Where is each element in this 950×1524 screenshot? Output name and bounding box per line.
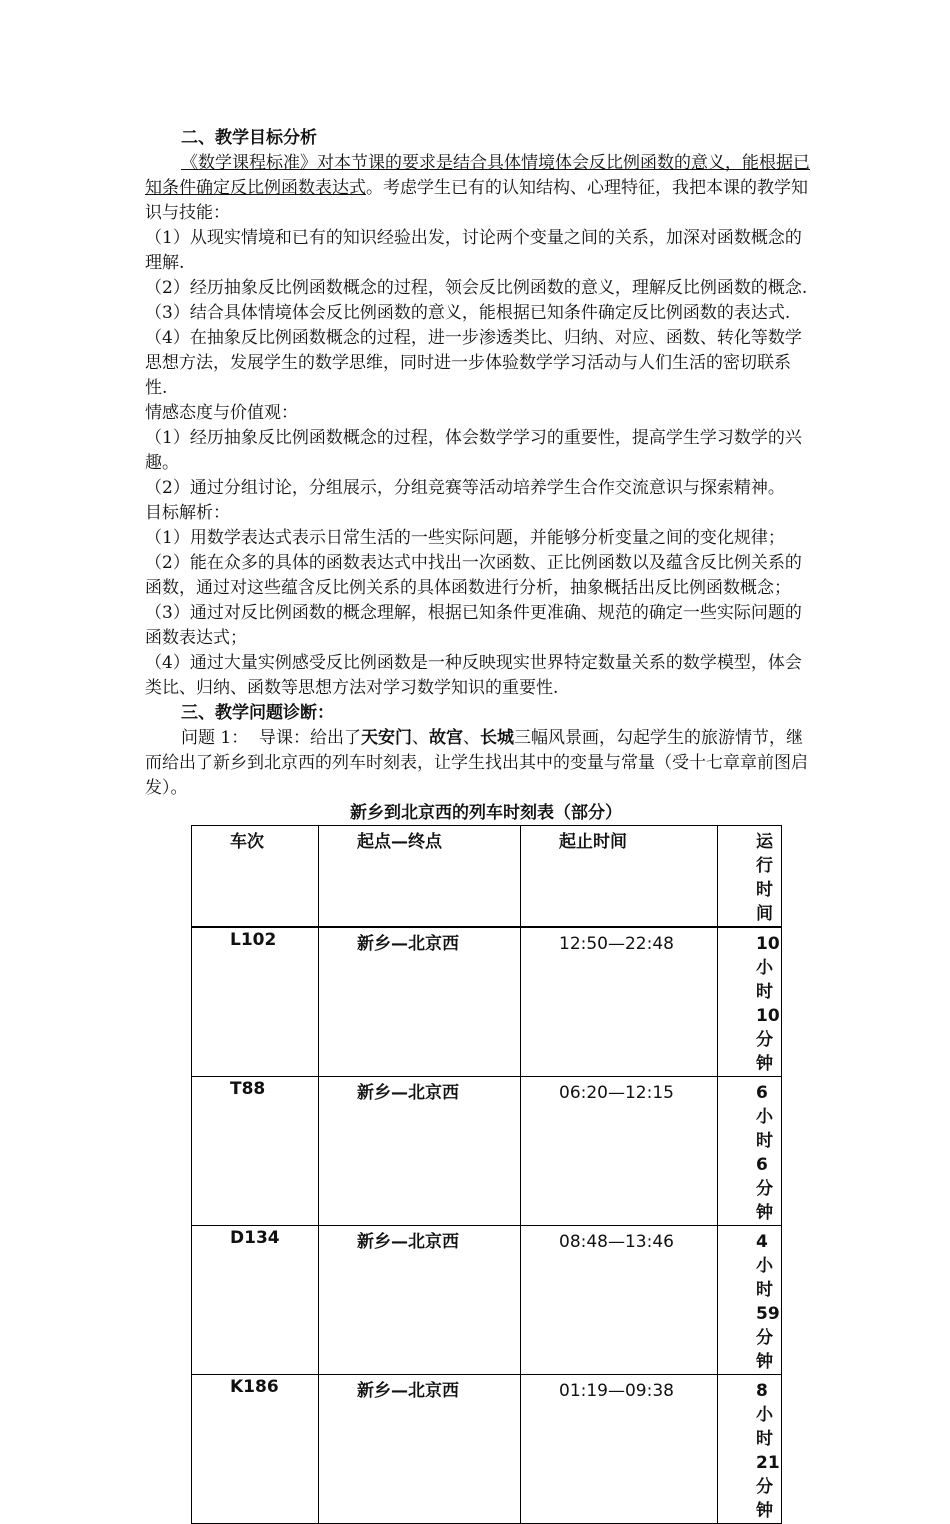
analysis-item: （1）用数学表达式表示日常生活的一些实际问题，并能够分析变量之间的变化规律；	[145, 528, 785, 548]
table-row	[192, 1077, 782, 1226]
document-body	[145, 126, 813, 1524]
scene-forbidden-city: 故宫	[429, 728, 464, 748]
scene-tiananmen: 天安门	[361, 728, 413, 748]
times-text: 01:19—09:38	[559, 1381, 674, 1401]
route-cell: 新乡—北京西	[319, 1077, 521, 1226]
separator: 、	[463, 728, 481, 748]
times-cell	[521, 927, 718, 1077]
table-header-row	[192, 826, 782, 928]
header-times: 起止时间	[521, 826, 718, 928]
train-number	[192, 1375, 319, 1524]
knowledge-item: （4）在抽象反比例函数概念的过程，进一步渗透类比、归纳、对应、函数、转化等数学思想方法，发展学生的数学思维，同时进一步体验数学学习活动与人们生活的密切联系性.	[145, 328, 802, 398]
knowledge-item: （3）结合具体情境体会反比例函数的意义，能根据已知条件确定反比例函数的表达式.	[145, 303, 791, 323]
emotion-item: （2）通过分组讨论，分组展示，分组竞赛等活动培养学生合作交流意识与探索精神。	[145, 478, 785, 498]
table-row	[192, 1226, 782, 1375]
train-number-text: T88	[230, 1079, 266, 1099]
train-number-text: L102	[230, 930, 277, 950]
duration-cell: 10 小时 10 分钟	[718, 927, 782, 1077]
train-number	[192, 1226, 319, 1375]
train-number-text: K186	[230, 1377, 279, 1397]
knowledge-item: （2）经历抽象反比例函数概念的过程，领会反比例函数的意义，理解反比例函数的概念.	[145, 278, 808, 298]
scene-great-wall: 长城	[480, 728, 515, 748]
duration-cell: 6 小时 6 分钟	[718, 1077, 782, 1226]
times-cell	[521, 1375, 718, 1524]
train-number	[192, 927, 319, 1077]
train-number	[192, 1077, 319, 1226]
times-text: 08:48—13:46	[559, 1232, 674, 1252]
route-cell: 新乡—北京西	[319, 927, 521, 1077]
emotion-item: （1）经历抽象反比例函数概念的过程，体会数学学习的重要性，提高学生学习数学的兴趣。	[145, 428, 802, 473]
section-heading-diagnosis: 三、教学问题诊断：	[181, 703, 334, 723]
problem-label: 问题 1：	[181, 728, 249, 748]
table-row	[192, 927, 782, 1077]
separator: 、	[412, 728, 430, 748]
train-number-text: D134	[230, 1228, 280, 1248]
problem-intro: 导课：给出了	[259, 728, 362, 748]
analysis-item: （2）能在众多的具体的函数表达式中找出一次函数、正比例函数以及蕴含反比例关系的函数，通过对这些蕴含反比例关系的具体函数进行分析，抽象概括出反比例函数概念；	[145, 553, 802, 598]
curriculum-standard-quote: 《数学课程标准》对本节课的要求是结合具体情境体会反比例函数的意义，能根据已知条件确定反比例函数表达式	[145, 153, 810, 198]
problem-1	[145, 726, 813, 801]
knowledge-item: （1）从现实情境和已有的知识经验出发，讨论两个变量之间的关系，加深对函数概念的理解.	[145, 228, 802, 273]
table-row	[192, 1375, 782, 1524]
problem-rest: 三幅风景画，勾起学生的旅游情节，继而给出了新乡到北京西的列车时刻表，让学生找出其中的变量与常量（受十七章章前图启发）。	[145, 728, 808, 798]
duration-cell: 8 小时 21 分钟	[718, 1375, 782, 1524]
times-cell	[521, 1077, 718, 1226]
times-text: 12:50—22:48	[559, 934, 674, 954]
times-text: 06:20—12:15	[559, 1083, 674, 1103]
times-cell	[521, 1226, 718, 1375]
header-route: 起点—终点	[319, 826, 521, 928]
section-heading-objectives: 二、教学目标分析	[181, 128, 317, 148]
timetable-caption: 新乡到北京西的列车时刻表（部分）	[350, 803, 622, 823]
duration-cell: 4 小时 59 分钟	[718, 1226, 782, 1375]
emotion-title: 情感态度与价值观：	[145, 403, 298, 423]
header-train: 车次	[192, 826, 319, 928]
analysis-title: 目标解析：	[145, 503, 230, 523]
route-cell: 新乡—北京西	[319, 1375, 521, 1524]
train-timetable	[191, 825, 782, 1524]
objectives-intro-rest: 。考虑学生已有的认知结构、心理特征，我把本课的教学知识与技能：	[145, 178, 808, 223]
header-duration: 运行时间	[718, 826, 782, 928]
analysis-item: （3）通过对反比例函数的概念理解，根据已知条件更准确、规范的确定一些实际问题的函数表达式；	[145, 603, 802, 648]
objectives-intro	[145, 151, 813, 226]
route-cell: 新乡—北京西	[319, 1226, 521, 1375]
analysis-item: （4）通过大量实例感受反比例函数是一种反映现实世界特定数量关系的数学模型，体会类比、归纳、函数等思想方法对学习数学知识的重要性.	[145, 653, 802, 698]
